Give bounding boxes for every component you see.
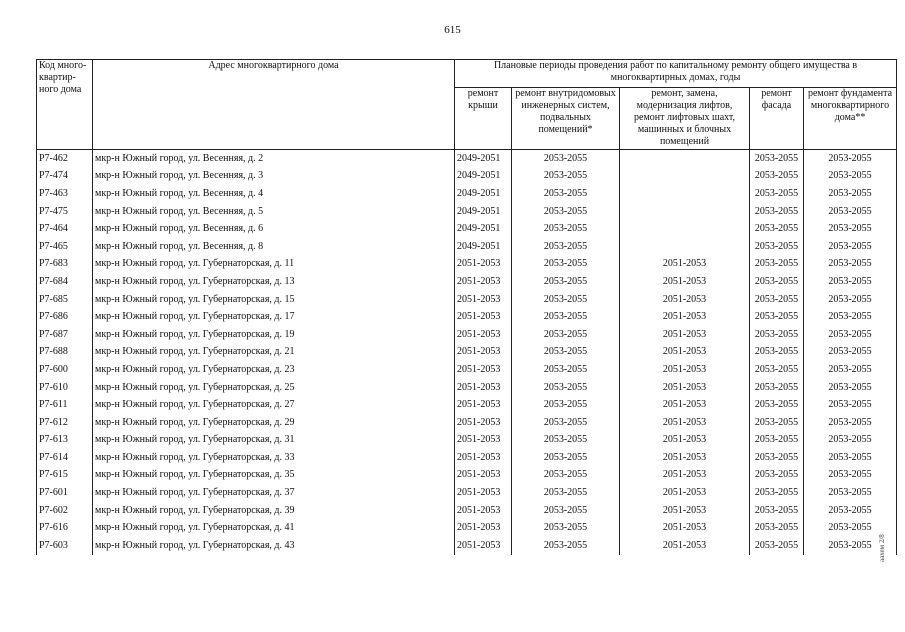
cell-facade: 2053-2055	[750, 449, 804, 467]
cell-roof: 2051-2053	[455, 361, 512, 379]
cell-engineering: 2053-2055	[512, 273, 620, 291]
cell-foundation: 2053-2055	[804, 396, 897, 414]
cell-engineering: 2053-2055	[512, 537, 620, 555]
cell-roof: 2051-2053	[455, 308, 512, 326]
cell-lifts: 2051-2053	[620, 396, 750, 414]
cell-code: Р7-601	[37, 484, 93, 502]
cell-code: Р7-683	[37, 256, 93, 274]
cell-address: мкр-н Южный город, ул. Губернаторская, д. 25	[93, 379, 455, 397]
table-row	[37, 519, 897, 537]
cell-roof: 2051-2053	[455, 344, 512, 362]
table-row	[37, 432, 897, 450]
table-row	[37, 308, 897, 326]
cell-lifts: 2051-2053	[620, 344, 750, 362]
page-number: 615	[444, 24, 461, 36]
cell-facade: 2053-2055	[750, 502, 804, 520]
cell-address: мкр-н Южный город, ул. Губернаторская, д. 37	[93, 484, 455, 502]
cell-foundation: 2053-2055	[804, 185, 897, 203]
cell-address: мкр-н Южный город, ул. Весенняя, д. 8	[93, 238, 455, 256]
cell-engineering: 2053-2055	[512, 519, 620, 537]
cell-roof: 2051-2053	[455, 326, 512, 344]
cell-address: мкр-н Южный город, ул. Губернаторская, д. 21	[93, 344, 455, 362]
cell-lifts: 2051-2053	[620, 537, 750, 555]
cell-facade: 2053-2055	[750, 291, 804, 309]
cell-engineering: 2053-2055	[512, 238, 620, 256]
cell-roof: 2049-2051	[455, 238, 512, 256]
table-row	[37, 484, 897, 502]
cell-address: мкр-н Южный город, ул. Весенняя, д. 4	[93, 185, 455, 203]
cell-engineering: 2053-2055	[512, 344, 620, 362]
cell-foundation: 2053-2055	[804, 308, 897, 326]
cell-lifts: 2051-2053	[620, 432, 750, 450]
cell-code: Р7-612	[37, 414, 93, 432]
cell-facade: 2053-2055	[750, 361, 804, 379]
table-row	[37, 449, 897, 467]
cell-facade: 2053-2055	[750, 238, 804, 256]
cell-facade: 2053-2055	[750, 308, 804, 326]
cell-foundation: 2053-2055	[804, 467, 897, 485]
cell-facade: 2053-2055	[750, 379, 804, 397]
cell-lifts	[620, 203, 750, 221]
cell-engineering: 2053-2055	[512, 291, 620, 309]
cell-lifts: 2051-2053	[620, 326, 750, 344]
cell-lifts: 2051-2053	[620, 502, 750, 520]
cell-roof: 2051-2053	[455, 396, 512, 414]
table-row	[37, 273, 897, 291]
table-body	[37, 150, 897, 555]
table-row	[37, 291, 897, 309]
cell-engineering: 2053-2055	[512, 502, 620, 520]
cell-foundation: 2053-2055	[804, 379, 897, 397]
cell-roof: 2051-2053	[455, 379, 512, 397]
cell-address: мкр-н Южный город, ул. Губернаторская, д. 35	[93, 467, 455, 485]
cell-roof: 2051-2053	[455, 256, 512, 274]
cell-engineering: 2053-2055	[512, 308, 620, 326]
cell-code: Р7-474	[37, 168, 93, 186]
cell-roof: 2049-2051	[455, 168, 512, 186]
cell-facade: 2053-2055	[750, 484, 804, 502]
cell-roof: 2051-2053	[455, 502, 512, 520]
cell-facade: 2053-2055	[750, 344, 804, 362]
cell-engineering: 2053-2055	[512, 432, 620, 450]
cell-address: мкр-н Южный город, ул. Губернаторская, д. 15	[93, 291, 455, 309]
cell-code: Р7-610	[37, 379, 93, 397]
cell-foundation: 2053-2055	[804, 484, 897, 502]
cell-roof: 2051-2053	[455, 537, 512, 555]
cell-engineering: 2053-2055	[512, 150, 620, 168]
table-row	[37, 256, 897, 274]
cell-lifts	[620, 185, 750, 203]
table-row	[37, 203, 897, 221]
cell-address: мкр-н Южный город, ул. Губернаторская, д. 29	[93, 414, 455, 432]
cell-foundation: 2053-2055	[804, 537, 897, 555]
table-row	[37, 396, 897, 414]
cell-lifts	[620, 150, 750, 168]
cell-code: Р7-464	[37, 220, 93, 238]
table-row	[37, 502, 897, 520]
cell-lifts: 2051-2053	[620, 308, 750, 326]
cell-engineering: 2053-2055	[512, 185, 620, 203]
cell-foundation: 2053-2055	[804, 273, 897, 291]
cell-facade: 2053-2055	[750, 467, 804, 485]
cell-address: мкр-н Южный город, ул. Весенняя, д. 6	[93, 220, 455, 238]
header-periods: Плановые периоды проведения работ по капитальному ремонту общего имущества в многоквартирных домах, годы	[455, 60, 897, 88]
cell-code: Р7-602	[37, 502, 93, 520]
side-stamp: аахем 2/8	[878, 534, 886, 562]
cell-facade: 2053-2055	[750, 396, 804, 414]
cell-address: мкр-н Южный город, ул. Весенняя, д. 5	[93, 203, 455, 221]
cell-foundation: 2053-2055	[804, 203, 897, 221]
cell-lifts: 2051-2053	[620, 273, 750, 291]
cell-code: Р7-687	[37, 326, 93, 344]
cell-address: мкр-н Южный город, ул. Губернаторская, д. 13	[93, 273, 455, 291]
cell-roof: 2051-2053	[455, 414, 512, 432]
table-row	[37, 326, 897, 344]
cell-code: Р7-616	[37, 519, 93, 537]
cell-roof: 2051-2053	[455, 273, 512, 291]
cell-lifts	[620, 220, 750, 238]
cell-roof: 2049-2051	[455, 220, 512, 238]
cell-code: Р7-614	[37, 449, 93, 467]
cell-code: Р7-463	[37, 185, 93, 203]
cell-lifts: 2051-2053	[620, 449, 750, 467]
cell-engineering: 2053-2055	[512, 203, 620, 221]
cell-lifts: 2051-2053	[620, 256, 750, 274]
cell-engineering: 2053-2055	[512, 449, 620, 467]
cell-roof: 2049-2051	[455, 203, 512, 221]
header-foundation: ремонт фундамента многоквартирного дома**	[804, 88, 897, 150]
table-row	[37, 238, 897, 256]
cell-lifts: 2051-2053	[620, 519, 750, 537]
cell-code: Р7-462	[37, 150, 93, 168]
cell-code: Р7-613	[37, 432, 93, 450]
cell-roof: 2051-2053	[455, 467, 512, 485]
cell-roof: 2051-2053	[455, 484, 512, 502]
cell-foundation: 2053-2055	[804, 168, 897, 186]
table-row	[37, 168, 897, 186]
cell-address: мкр-н Южный город, ул. Губернаторская, д. 11	[93, 256, 455, 274]
table-row	[37, 379, 897, 397]
table-row	[37, 414, 897, 432]
cell-facade: 2053-2055	[750, 273, 804, 291]
cell-address: мкр-н Южный город, ул. Губернаторская, д. 41	[93, 519, 455, 537]
cell-code: Р7-465	[37, 238, 93, 256]
cell-foundation: 2053-2055	[804, 432, 897, 450]
cell-code: Р7-611	[37, 396, 93, 414]
cell-foundation: 2053-2055	[804, 150, 897, 168]
cell-foundation: 2053-2055	[804, 502, 897, 520]
cell-engineering: 2053-2055	[512, 220, 620, 238]
cell-engineering: 2053-2055	[512, 414, 620, 432]
cell-lifts	[620, 168, 750, 186]
cell-lifts: 2051-2053	[620, 484, 750, 502]
cell-foundation: 2053-2055	[804, 449, 897, 467]
cell-roof: 2051-2053	[455, 519, 512, 537]
cell-lifts: 2051-2053	[620, 467, 750, 485]
cell-foundation: 2053-2055	[804, 238, 897, 256]
table-row	[37, 361, 897, 379]
cell-roof: 2051-2053	[455, 291, 512, 309]
cell-facade: 2053-2055	[750, 326, 804, 344]
cell-foundation: 2053-2055	[804, 220, 897, 238]
cell-facade: 2053-2055	[750, 203, 804, 221]
cell-engineering: 2053-2055	[512, 484, 620, 502]
cell-engineering: 2053-2055	[512, 326, 620, 344]
table-row	[37, 467, 897, 485]
header-lifts: ремонт, замена, модернизация лифтов, ремонт лифтовых шахт, машинных и блочных помещений	[620, 88, 750, 150]
cell-facade: 2053-2055	[750, 519, 804, 537]
cell-code: Р7-615	[37, 467, 93, 485]
cell-foundation: 2053-2055	[804, 256, 897, 274]
cell-roof: 2051-2053	[455, 432, 512, 450]
header-engineering: ремонт внутридомовых инженерных систем, подвальных помещений*	[512, 88, 620, 150]
cell-address: мкр-н Южный город, ул. Губернаторская, д. 31	[93, 432, 455, 450]
cell-address: мкр-н Южный город, ул. Губернаторская, д. 17	[93, 308, 455, 326]
cell-foundation: 2053-2055	[804, 344, 897, 362]
cell-code: Р7-603	[37, 537, 93, 555]
table-row	[37, 185, 897, 203]
cell-facade: 2053-2055	[750, 537, 804, 555]
header-address: Адрес многоквартирного дома	[93, 60, 455, 150]
cell-engineering: 2053-2055	[512, 256, 620, 274]
cell-address: мкр-н Южный город, ул. Весенняя, д. 2	[93, 150, 455, 168]
cell-engineering: 2053-2055	[512, 361, 620, 379]
cell-code: Р7-686	[37, 308, 93, 326]
cell-engineering: 2053-2055	[512, 168, 620, 186]
cell-lifts: 2051-2053	[620, 361, 750, 379]
cell-code: Р7-684	[37, 273, 93, 291]
cell-foundation: 2053-2055	[804, 291, 897, 309]
cell-address: мкр-н Южный город, ул. Губернаторская, д. 33	[93, 449, 455, 467]
cell-lifts	[620, 238, 750, 256]
cell-facade: 2053-2055	[750, 414, 804, 432]
cell-address: мкр-н Южный город, ул. Губернаторская, д. 23	[93, 361, 455, 379]
header-roof: ремонт крыши	[455, 88, 512, 150]
cell-address: мкр-н Южный город, ул. Весенняя, д. 3	[93, 168, 455, 186]
cell-facade: 2053-2055	[750, 185, 804, 203]
cell-roof: 2051-2053	[455, 449, 512, 467]
cell-address: мкр-н Южный город, ул. Губернаторская, д. 19	[93, 326, 455, 344]
cell-facade: 2053-2055	[750, 150, 804, 168]
cell-roof: 2049-2051	[455, 150, 512, 168]
cell-address: мкр-н Южный город, ул. Губернаторская, д. 43	[93, 537, 455, 555]
cell-lifts: 2051-2053	[620, 291, 750, 309]
cell-address: мкр-н Южный город, ул. Губернаторская, д. 39	[93, 502, 455, 520]
cell-engineering: 2053-2055	[512, 396, 620, 414]
cell-engineering: 2053-2055	[512, 379, 620, 397]
cell-address: мкр-н Южный город, ул. Губернаторская, д. 27	[93, 396, 455, 414]
header-facade: ремонт фасада	[750, 88, 804, 150]
cell-code: Р7-688	[37, 344, 93, 362]
cell-foundation: 2053-2055	[804, 361, 897, 379]
table-row	[37, 537, 897, 555]
cell-roof: 2049-2051	[455, 185, 512, 203]
capital-repair-schedule-table	[36, 59, 897, 555]
cell-facade: 2053-2055	[750, 256, 804, 274]
header-code: Код много-квартир-ного дома	[37, 60, 93, 150]
cell-facade: 2053-2055	[750, 220, 804, 238]
cell-code: Р7-475	[37, 203, 93, 221]
table-row	[37, 150, 897, 168]
table-row	[37, 344, 897, 362]
cell-facade: 2053-2055	[750, 168, 804, 186]
cell-engineering: 2053-2055	[512, 467, 620, 485]
cell-foundation: 2053-2055	[804, 414, 897, 432]
cell-lifts: 2051-2053	[620, 414, 750, 432]
cell-foundation: 2053-2055	[804, 326, 897, 344]
table-row	[37, 220, 897, 238]
cell-code: Р7-600	[37, 361, 93, 379]
cell-facade: 2053-2055	[750, 432, 804, 450]
cell-foundation: 2053-2055	[804, 519, 897, 537]
cell-lifts: 2051-2053	[620, 379, 750, 397]
cell-code: Р7-685	[37, 291, 93, 309]
